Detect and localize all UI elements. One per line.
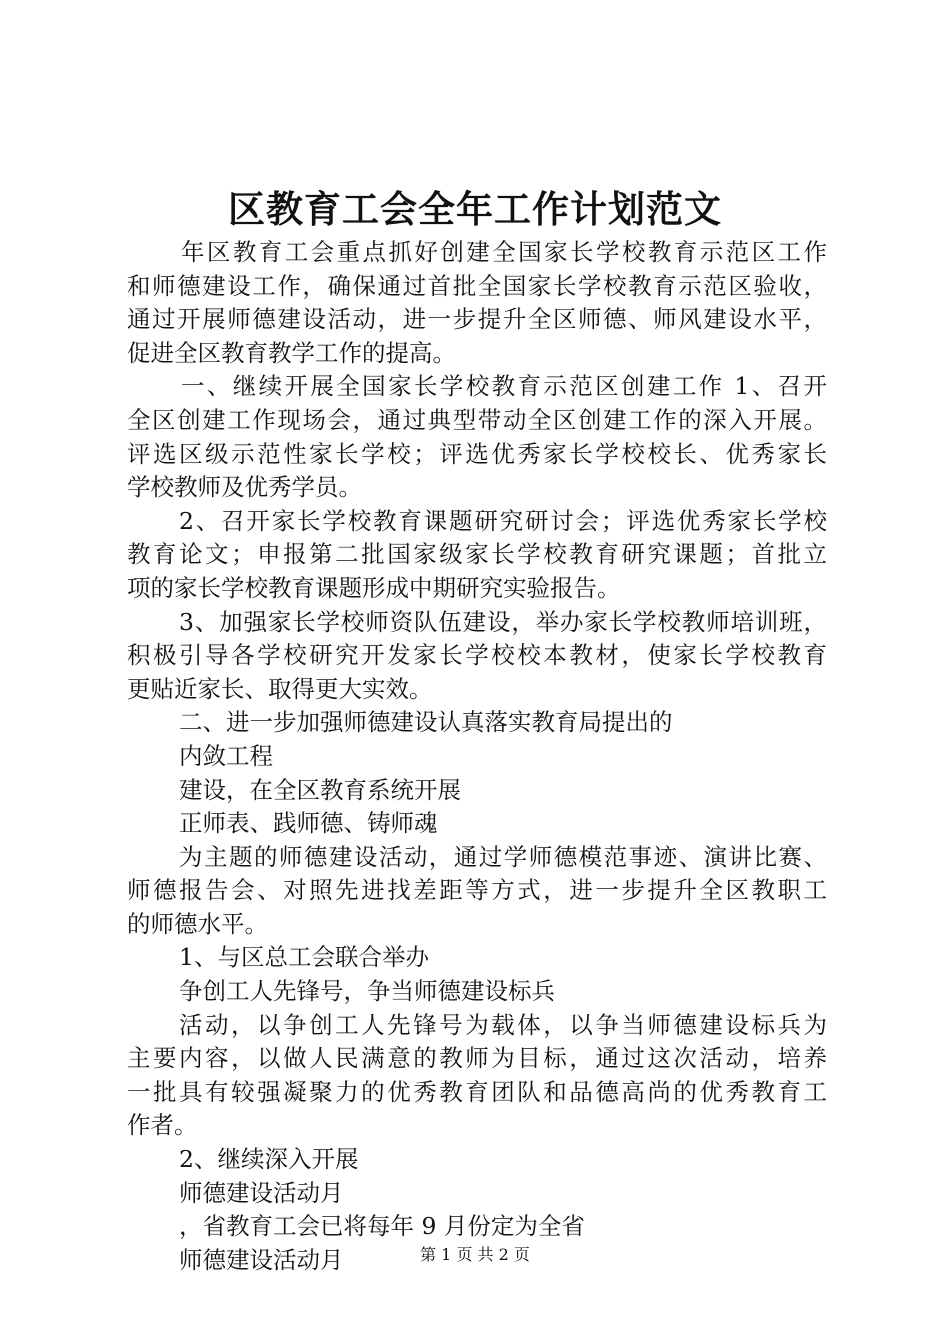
text-line: 内敛工程 bbox=[179, 741, 273, 770]
text-line: 学校教师及优秀学员。 bbox=[127, 473, 362, 502]
text-line: 一批具有较强凝聚力的优秀教育团队和品德高尚的优秀教育工 bbox=[127, 1077, 827, 1106]
text-line: 活动，以争创工人先锋号为载体，以争当师德建设标兵为 bbox=[179, 1010, 827, 1039]
text-line: 评选区级示范性家长学校；评选优秀家长学校校长、优秀家长 bbox=[127, 439, 827, 468]
text-line: 师德报告会、对照先进找差距等方式，进一步提升全区教职工 bbox=[127, 876, 827, 905]
text-line: 项的家长学校教育课题形成中期研究实验报告。 bbox=[127, 573, 621, 602]
text-line: 为主题的师德建设活动，通过学师德模范事迹、演讲比赛、 bbox=[179, 842, 827, 871]
document-body bbox=[127, 236, 827, 1277]
text-line: 1、与区总工会联合举办 bbox=[179, 943, 429, 972]
text-line: 促进全区教育教学工作的提高。 bbox=[127, 338, 456, 367]
text-line: 积极引导各学校研究开发家长学校校本教材，使家长学校教育 bbox=[127, 641, 827, 670]
text-line: 和师德建设工作，确保通过首批全国家长学校教育示范区验收， bbox=[127, 271, 827, 300]
text-line: 2、继续深入开展 bbox=[179, 1145, 359, 1174]
text-line: 主要内容，以做人民满意的教师为目标，通过这次活动，培养 bbox=[127, 1044, 827, 1073]
page-number-footer: 第 1 页 共 2 页 bbox=[420, 1245, 530, 1264]
text-line: 的师德水平。 bbox=[127, 909, 268, 938]
text-line: 建设，在全区教育系统开展 bbox=[179, 775, 461, 804]
text-line: 争创工人先锋号，争当师德建设标兵 bbox=[179, 977, 555, 1006]
text-line: 师德建设活动月 bbox=[179, 1245, 344, 1274]
text-line: 正师表、践师德、铸师魂 bbox=[179, 809, 438, 838]
text-line: 年区教育工会重点抓好创建全国家长学校教育示范区工作 bbox=[181, 238, 827, 266]
text-line: 更贴近家长、取得更大实效。 bbox=[127, 674, 433, 703]
text-line: 通过开展师德建设活动，进一步提升全区师德、师风建设水平， bbox=[127, 305, 827, 334]
text-line: 一、继续开展全国家长学校教育示范区创建工作 1、召开 bbox=[181, 372, 827, 401]
document-title: 区教育工会全年工作计划范文 bbox=[228, 187, 722, 231]
text-line: ，省教育工会已将每年 9 月份定为全省 bbox=[179, 1212, 585, 1241]
text-line: 师德建设活动月 bbox=[179, 1178, 344, 1207]
text-line: 教育论文；申报第二批国家级家长学校教育研究课题；首批立 bbox=[127, 540, 827, 569]
text-line: 二、进一步加强师德建设认真落实教育局提出的 bbox=[179, 708, 673, 737]
text-line: 3、加强家长学校师资队伍建设，举办家长学校教师培训班， bbox=[179, 607, 827, 636]
text-line: 作者。 bbox=[127, 1111, 198, 1140]
text-line: 2、召开家长学校教育课题研究研讨会；评选优秀家长学校 bbox=[179, 506, 827, 535]
text-line: 全区创建工作现场会，通过典型带动全区创建工作的深入开展。 bbox=[127, 405, 827, 434]
